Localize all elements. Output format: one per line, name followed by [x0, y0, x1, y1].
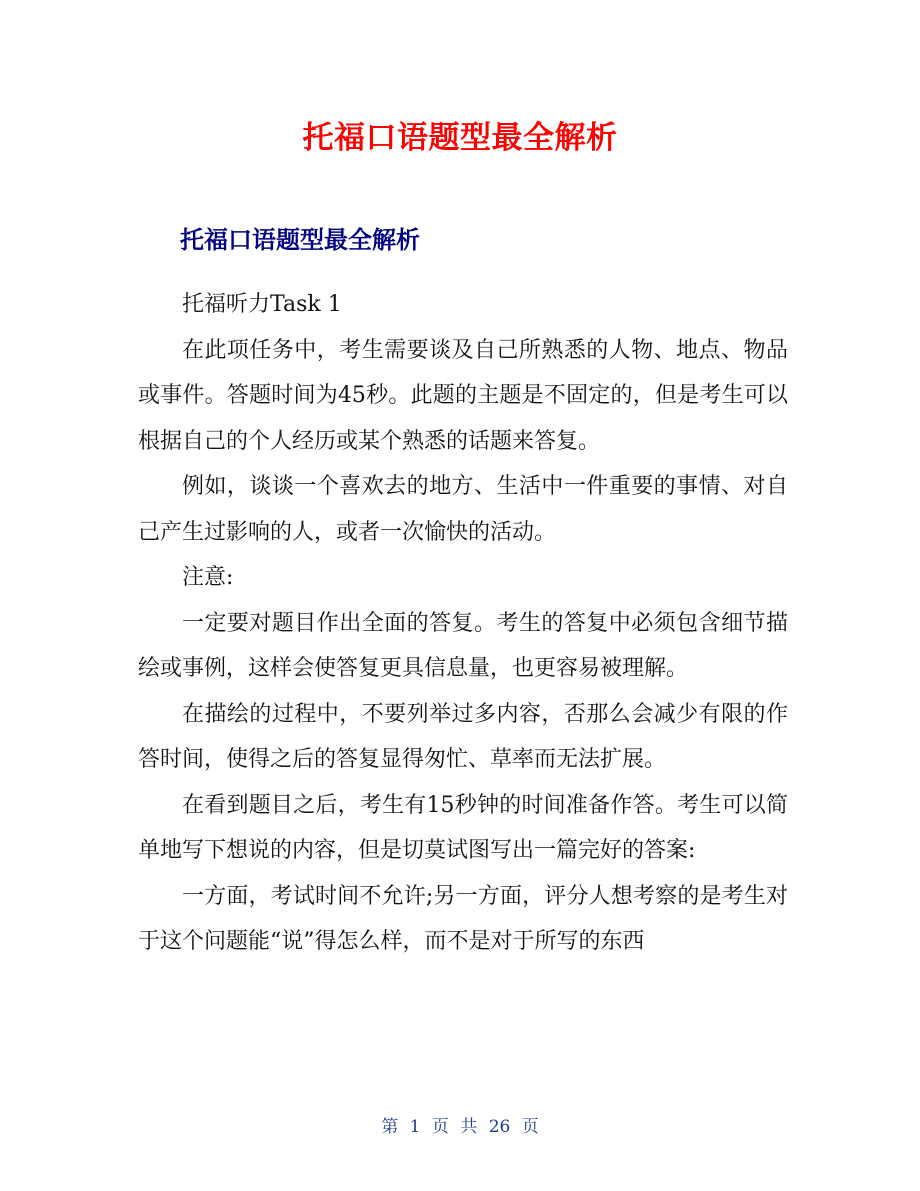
paragraph: 例如，谈谈一个喜欢去的地方、生活中一件重要的事情、对自己产生过影响的人，或者一次愉快的活动。	[138, 474, 788, 545]
paragraph: 在描绘的过程中，不要列举过多内容，否那么会减少有限的作答时间，使得之后的答复显得匆忙、草率而无法扩展。	[138, 701, 788, 772]
paragraph: 一方面，考试时间不允许;另一方面，评分人想考察的是考生对于这个问题能“说”得怎么样，而不是对于所写的东西	[138, 883, 788, 954]
document-title: 托福口语题型最全解析	[302, 120, 618, 156]
paragraph: 托福听力Task 1	[182, 292, 342, 317]
paragraph: 在看到题目之后，考生有15秒钟的时间准备作答。考生可以简单地写下想说的内容，但是切莫试图写出一篇完好的答案:	[138, 792, 788, 863]
page-footer: 第 1 页 共 26 页	[381, 1117, 539, 1137]
document-body	[138, 282, 788, 965]
paragraph: 一定要对题目作出全面的答复。考生的答复中必须包含细节描绘或事例，这样会使答复更具信息量，也更容易被理解。	[138, 610, 788, 681]
paragraph: 在此项任务中，考生需要谈及自己所熟悉的人物、地点、物品或事件。答题时间为45秒。此题的主题是不固定的，但是考生可以根据自己的个人经历或某个熟悉的话题来答复。	[138, 337, 788, 454]
section-heading: 托福口语题型最全解析	[180, 226, 420, 254]
paragraph: 注意:	[182, 565, 234, 590]
